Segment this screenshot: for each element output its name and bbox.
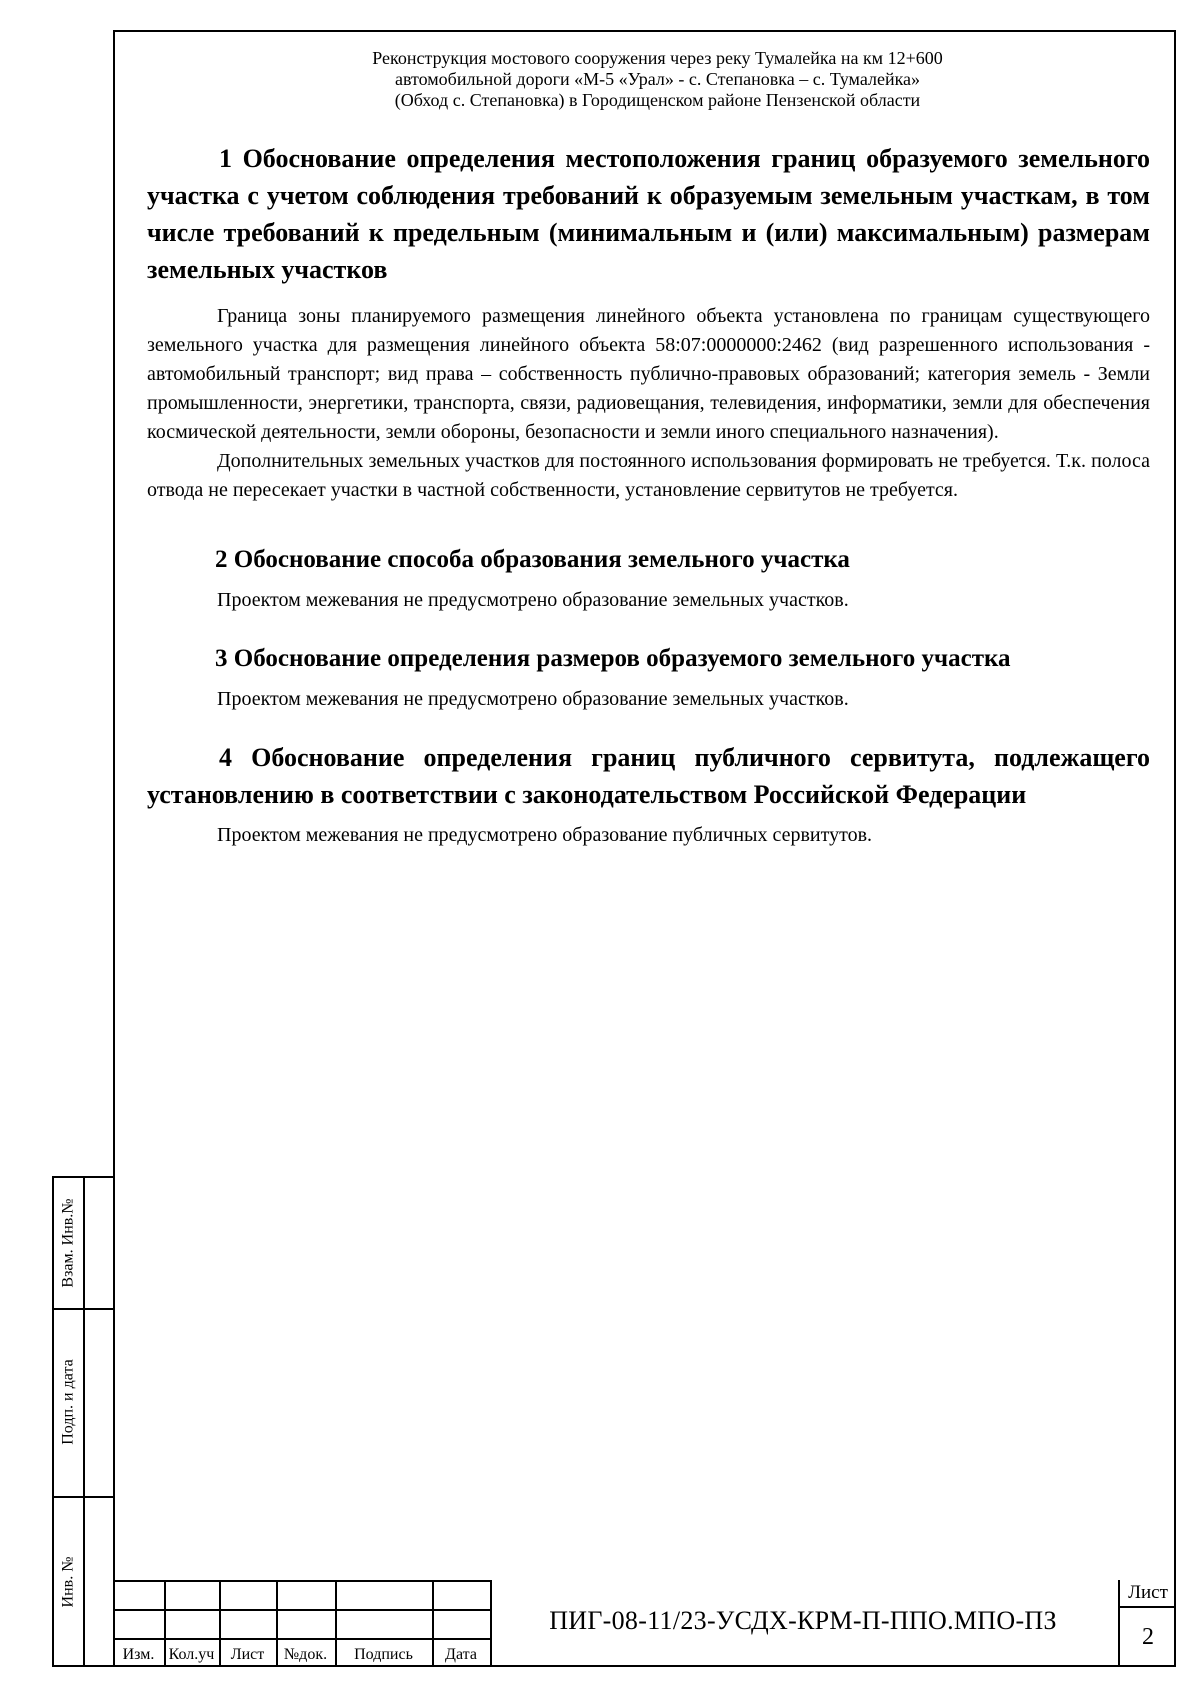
side-label-sign-date: Подп. и дата: [59, 1359, 77, 1445]
section-2-heading: 2 Обоснование способа образования земельного участка: [215, 546, 850, 573]
side-label-inv-zam: Взам. Инв.№: [59, 1198, 77, 1288]
document-header: [140, 48, 1175, 111]
col-header-sign: Подпись: [354, 1646, 413, 1663]
header-line: автомобильной дороги «М-5 «Урал» - с. Степановка – с. Тумалейка»: [394, 69, 921, 89]
col-header-list: Лист: [230, 1646, 265, 1663]
sheet-number-box: [1118, 1580, 1176, 1667]
sheet-number: 2: [1142, 1624, 1154, 1650]
side-stamp: [52, 1176, 115, 1667]
col-header-izm: Изм.: [122, 1646, 155, 1663]
section-1-paragraph: Дополнительных земельных участков для постоянного использования формировать не требуется. Т.к. полоса отвода не пересекает участки в частной собственности, установление сервитутов не требуется.: [147, 450, 1150, 501]
col-header-date: Дата: [445, 1646, 477, 1663]
title-block: [113, 1580, 1176, 1667]
side-label-inv-no: Инв. №: [59, 1556, 77, 1607]
section-3-paragraph: Проектом межевания не предусмотрено образование земельных участков.: [217, 688, 849, 710]
document-body: [147, 140, 1150, 850]
section-3-heading: 3 Обоснование определения размеров образуемого земельного участка: [215, 645, 1011, 672]
revision-table: [113, 1580, 492, 1667]
section-2-paragraph: Проектом межевания не предусмотрено образование земельных участков.: [217, 589, 849, 611]
section-1-heading: 1 Обоснование определения местоположения границ образуемого земельного участка с учетом соблюдения требований к образуемым земельным участкам, в том числе требований к предельным (минимальным и (или) максимальным) размерам земельных участков: [147, 144, 1150, 284]
side-stamp-divider: [83, 1178, 85, 1665]
col-header-kol: Кол.уч: [168, 1646, 215, 1663]
document-code: ПИГ-08-11/23-УСДХ-КРМ-П-ППО.МПО-ПЗ: [549, 1606, 1057, 1635]
section-4-heading: 4 Обоснование определения границ публичного сервитута, подлежащего установлению в соответствии с законодательством Российской Федерации: [147, 743, 1150, 809]
header-line: Реконструкция мостового сооружения через реку Тумалейка на км 12+600: [372, 48, 943, 68]
header-line: (Обход с. Степановка) в Городищенском районе Пензенской области: [394, 90, 921, 110]
col-header-ndoc: №док.: [283, 1646, 328, 1663]
sheet-label: Лист: [1120, 1580, 1176, 1608]
section-4-paragraph: Проектом межевания не предусмотрено образование публичных сервитутов.: [217, 824, 873, 846]
section-1-paragraph: Граница зоны планируемого размещения линейного объекта установлена по границам существующего земельного участка для размещения линейного объекта 58:07:0000000:2462 (вид разрешенного использования - автомобильный транспорт; вид права – собственность публично-правовых образований; категория земель - Земли промышленности, энергетики, транспорта, связи, радиовещания, телевидения, информатики, земли для обеспечения космической деятельности, земли обороны, безопасности и земли иного специального назначения).: [147, 305, 1150, 443]
